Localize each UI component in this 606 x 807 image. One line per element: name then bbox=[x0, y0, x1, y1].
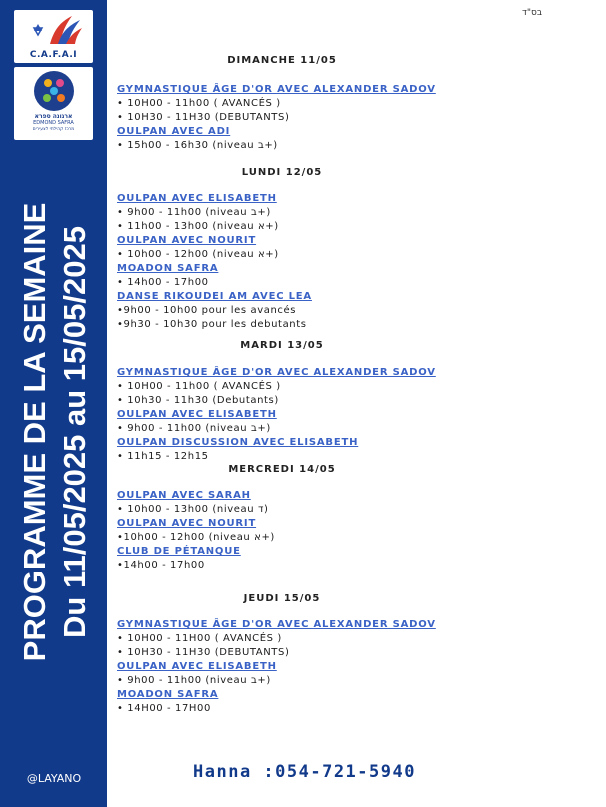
activity-title[interactable]: OULPAN AVEC ELISABETH bbox=[117, 661, 277, 672]
time-slot: • 9h00 - 11h00 (niveau ב+) bbox=[117, 675, 271, 686]
activity-title[interactable]: MOADON SAFRA bbox=[117, 689, 219, 700]
activity-title[interactable]: OULPAN AVEC ELISABETH bbox=[117, 193, 277, 204]
time-slot: • 10H00 - 11h00 ( AVANCÉS ) bbox=[117, 98, 281, 109]
activity-title[interactable]: MOADON SAFRA bbox=[117, 263, 219, 274]
time-slot: • 15h00 - 16h30 (niveau ב+) bbox=[117, 140, 278, 151]
time-slot: • 11h15 - 12h15 bbox=[117, 451, 209, 462]
time-slot: •10h00 - 12h00 (niveau א+) bbox=[117, 532, 275, 543]
title-line-dates: Du 11/05/2025 au 15/05/2025 bbox=[57, 226, 92, 638]
time-slot: • 11h00 - 13h00 (niveau א+) bbox=[117, 221, 279, 232]
safra-logo-name: EDMOND SAFRA bbox=[33, 120, 74, 126]
time-slot: • 10H00 - 11H00 ( AVANCÉS ) bbox=[117, 633, 282, 644]
day-title-thursday: JEUDI 15/05 bbox=[243, 593, 321, 604]
activity-title[interactable]: OULPAN AVEC NOURIT bbox=[117, 235, 257, 246]
edmond-safra-logo bbox=[14, 67, 93, 140]
schedule bbox=[117, 50, 457, 716]
activity-title[interactable]: OULPAN AVEC NOURIT bbox=[117, 518, 257, 529]
cafai-logo-text: C.A.F.A.I bbox=[29, 50, 78, 60]
time-slot: • 9h00 - 11h00 (niveau ב+) bbox=[117, 423, 271, 434]
activity-title[interactable]: GYMNASTIQUE ÂGE D'OR AVEC ALEXANDER SADOV bbox=[117, 367, 436, 378]
time-slot: • 10H30 - 11H30 (DEBUTANTS) bbox=[117, 112, 290, 123]
social-handle: @LAYANO bbox=[26, 772, 82, 785]
time-slot: • 10h30 - 11h30 (Debutants) bbox=[117, 395, 279, 406]
safra-emblem-icon bbox=[34, 71, 74, 111]
bsd-header: בס"ד bbox=[522, 8, 543, 18]
safra-logo-subtitle: מרכז קהילתי לצעירים bbox=[32, 127, 75, 132]
activity-title[interactable]: OULPAN DISCUSSION AVEC ELISABETH bbox=[117, 437, 359, 448]
activity-title[interactable]: DANSE RIKOUDEI AM AVEC LEA bbox=[117, 291, 312, 302]
time-slot: • 14h00 - 17h00 bbox=[117, 277, 209, 288]
day-title-wednesday: MERCREDI 14/05 bbox=[228, 464, 336, 475]
time-slot: • 9h00 - 11h00 (niveau ב+) bbox=[117, 207, 271, 218]
time-slot: • 14H00 - 17H00 bbox=[117, 703, 211, 714]
activity-title[interactable]: CLUB DE PÉTANQUE bbox=[117, 546, 241, 557]
safra-logo-hebrew: ארגונה ספרא bbox=[34, 113, 73, 120]
time-slot: •9h00 - 10h00 pour les avancés bbox=[117, 305, 297, 316]
contact-phone: Hanna :054-721-5940 bbox=[193, 762, 416, 782]
day-title-tuesday: MARDI 13/05 bbox=[240, 340, 324, 351]
activity-title[interactable]: GYMNASTIQUE ÂGE D'OR AVEC ALEXANDER SADOV bbox=[117, 619, 436, 630]
activity-title[interactable]: GYMNASTIQUE ÂGE D'OR AVEC ALEXANDER SADOV bbox=[117, 84, 436, 95]
activity-title[interactable]: OULPAN AVEC SARAH bbox=[117, 490, 251, 501]
vertical-title bbox=[15, 152, 95, 712]
time-slot: •9h30 - 10h30 pour les debutants bbox=[117, 319, 307, 330]
time-slot: • 10H30 - 11H30 (DEBUTANTS) bbox=[117, 647, 290, 658]
sidebar bbox=[0, 0, 107, 807]
time-slot: • 10H00 - 11h00 ( AVANCÉS ) bbox=[117, 381, 281, 392]
day-title-monday: LUNDI 12/05 bbox=[241, 167, 323, 178]
title-line-program: PROGRAMME DE LA SEMAINE bbox=[17, 202, 52, 662]
time-slot: • 10h00 - 13h00 (niveau ד) bbox=[117, 504, 269, 515]
activity-title[interactable]: OULPAN AVEC ELISABETH bbox=[117, 409, 277, 420]
activity-title[interactable]: OULPAN AVEC ADI bbox=[117, 126, 231, 137]
time-slot: •14h00 - 17h00 bbox=[117, 560, 205, 571]
day-title-sunday: DIMANCHE 11/05 bbox=[227, 55, 337, 66]
time-slot: • 10h00 - 12h00 (niveau א+) bbox=[117, 249, 279, 260]
cafai-logo bbox=[14, 10, 93, 63]
